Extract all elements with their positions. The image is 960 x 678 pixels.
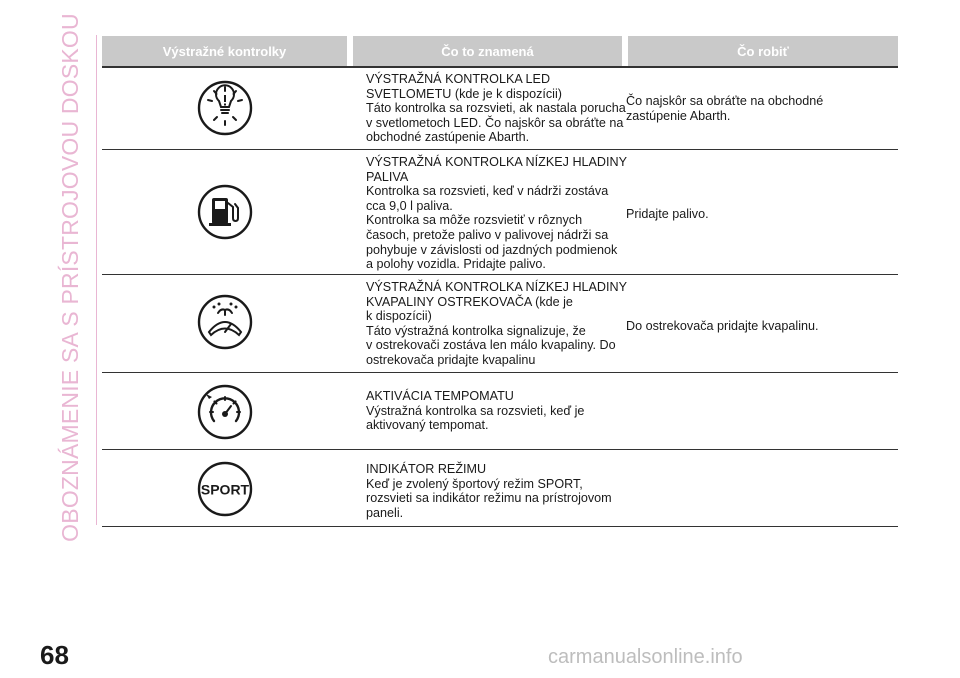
icon-cell <box>102 450 347 526</box>
meaning-line: INDIKÁTOR REŽIMU <box>366 462 487 476</box>
meaning-line: a polohy vozidla. Pridajte palivo. <box>366 257 546 272</box>
table-row <box>102 450 898 527</box>
table-row <box>102 275 898 373</box>
meaning-cell <box>366 389 628 433</box>
meaning-line: v ostrekovači zostáva len málo kvapaliny. Do <box>366 338 616 353</box>
meaning-line: Výstražná kontrolka sa rozsvieti, keď je <box>366 403 585 418</box>
meaning-line: ostrekovača pridajte kvapalinu <box>366 352 536 367</box>
meaning-line: v svetlometoch LED. Čo najskôr sa obráťte na <box>366 115 624 130</box>
icon-cell <box>102 373 347 449</box>
action-cell <box>626 94 896 123</box>
meaning-cell <box>366 72 628 145</box>
meaning-line: časoch, pretože palivo v palivovej nádrži sa <box>366 227 609 242</box>
table-header <box>102 36 898 68</box>
meaning-line: VÝSTRAŽNÁ KONTROLKA NÍZKEJ HLADINY <box>366 155 628 169</box>
action-cell <box>626 207 896 222</box>
cruise-control-icon <box>197 384 253 440</box>
icon-cell <box>102 150 347 274</box>
action-line: Pridajte palivo. <box>626 207 709 221</box>
meaning-line: Táto výstražná kontrolka signalizuje, že <box>366 323 586 338</box>
table-row <box>102 67 898 150</box>
section-title: OBOZNÁMENIE SA S PRÍSTROJOVOU DOSKOU <box>56 13 83 542</box>
meaning-line: PALIVA <box>366 169 409 184</box>
meaning-line: pohybuje v závislosti od jazdných podmienok <box>366 242 618 257</box>
meaning-line: aktivovaný tempomat. <box>366 418 489 433</box>
watermark: carmanualsonline.info <box>548 646 743 668</box>
meaning-line: KVAPALINY OSTREKOVAČA (kde je <box>366 294 573 309</box>
low-fuel-icon <box>197 184 253 240</box>
action-line: Čo najskôr sa obráťte na obchodné <box>626 94 824 108</box>
page-number: 68 <box>40 640 69 670</box>
section-title-vertical <box>55 13 85 542</box>
meaning-line: SVETLOMETU (kde je k dispozícii) <box>366 86 562 101</box>
header-action: Čo robiť <box>628 36 898 66</box>
sport-icon-label: SPORT <box>200 481 249 498</box>
action-line: zastúpenie Abarth. <box>626 108 731 123</box>
led-headlight-warning-icon <box>197 80 253 136</box>
meaning-line: obchodné zastúpenie Abarth. <box>366 130 530 145</box>
meaning-line: Táto kontrolka sa rozsvieti, ak nastala porucha <box>366 101 626 116</box>
action-line: Do ostrekovača pridajte kvapalinu. <box>626 319 819 333</box>
meaning-cell <box>366 155 628 272</box>
meaning-line: AKTIVÁCIA TEMPOMATU <box>366 389 514 403</box>
header-warning-lights: Výstražné kontrolky <box>102 36 347 66</box>
meaning-line: k dispozícii) <box>366 309 432 324</box>
meaning-line: paneli. <box>366 505 404 520</box>
icon-cell <box>102 275 347 372</box>
washer-fluid-icon <box>197 294 253 350</box>
action-cell <box>626 319 896 334</box>
meaning-line: Keď je zvolený športový režim SPORT, <box>366 476 583 491</box>
table-row <box>102 373 898 450</box>
side-divider <box>96 35 97 525</box>
meaning-cell <box>366 462 628 520</box>
table-row <box>102 150 898 275</box>
icon-cell <box>102 67 347 149</box>
meaning-line: Kontrolka sa môže rozsvietiť v rôznych <box>366 213 583 228</box>
meaning-line: Kontrolka sa rozsvieti, keď v nádrži zostáva <box>366 184 609 199</box>
meaning-line: VÝSTRAŽNÁ KONTROLKA NÍZKEJ HLADINY <box>366 280 628 294</box>
meaning-line: VÝSTRAŽNÁ KONTROLKA LED <box>366 72 551 86</box>
header-meaning: Čo to znamená <box>353 36 622 66</box>
meaning-line: cca 9,0 l paliva. <box>366 198 453 213</box>
meaning-line: rozsvieti sa indikátor režimu na prístrojovom <box>366 491 612 506</box>
meaning-cell <box>366 280 628 368</box>
sport-mode-icon <box>197 461 253 517</box>
